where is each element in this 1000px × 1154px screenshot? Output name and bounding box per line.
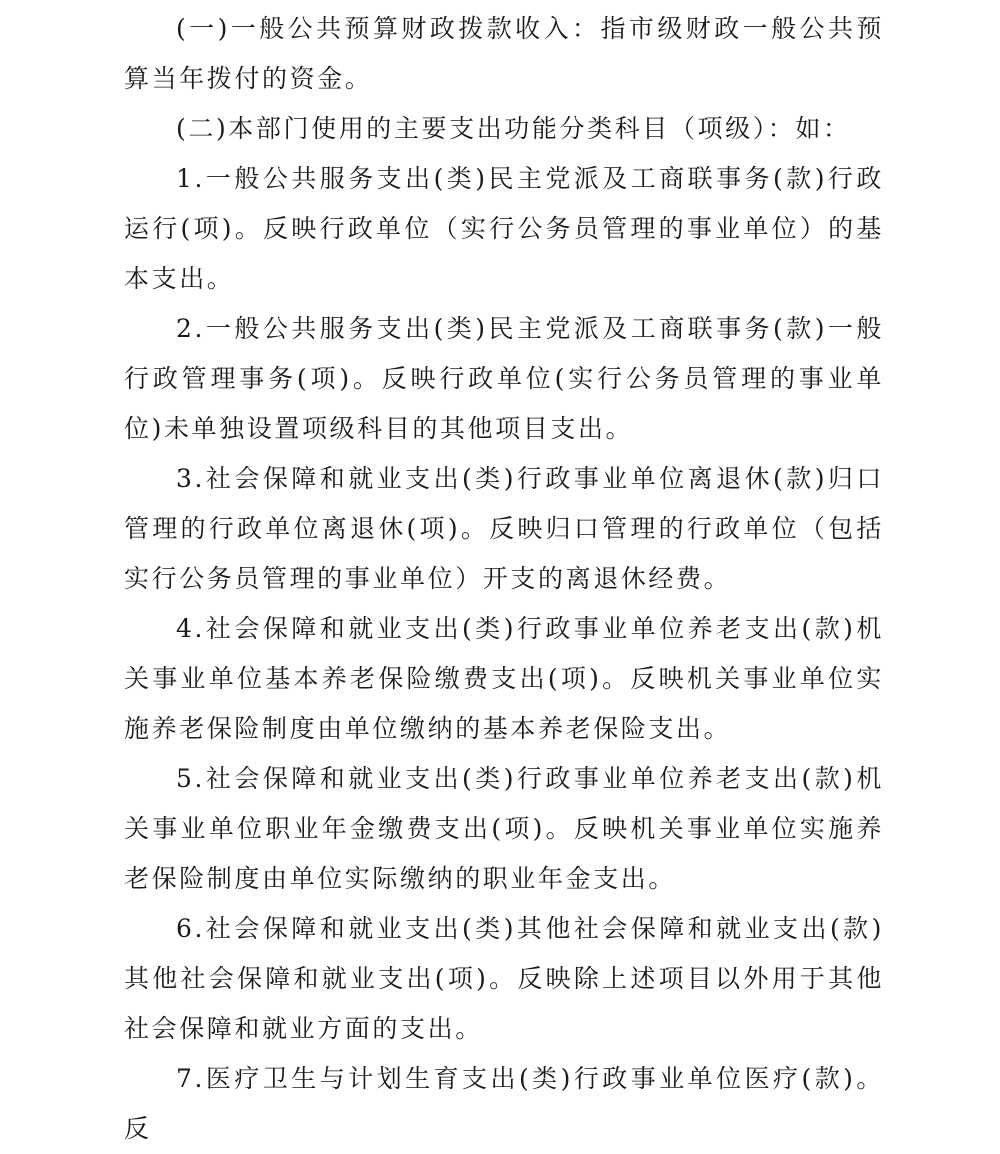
paragraph-item-1: 1.一般公共服务支出(类)民主党派及工商联事务(款)行政运行(项)。反映行政单位（实行公务员管理的事业单位）的基本支出。 xyxy=(124,164,884,293)
paragraph-item-7: 7.医疗卫生与计划生育支出(类)行政事业单位医疗(款)。反 xyxy=(124,1064,884,1143)
paragraph-expenditure-heading: (二)本部门使用的主要支出功能分类科目（项级）：如： xyxy=(176,114,851,143)
paragraph-item-5: 5.社会保障和就业支出(类)行政事业单位养老支出(款)机关事业单位职业年金缴费支出(项)。反映机关事业单位实施养老保险制度由单位实际缴纳的职业年金支出。 xyxy=(124,764,884,893)
paragraph-item-4: 4.社会保障和就业支出(类)行政事业单位养老支出(款)机关事业单位基本养老保险缴费支出(项)。反映机关事业单位实施养老保险制度由单位缴纳的基本养老保险支出。 xyxy=(124,614,884,743)
paragraph-item-6: 6.社会保障和就业支出(类)其他社会保障和就业支出(款)其他社会保障和就业支出(项)。反映除上述项目以外用于其他社会保障和就业方面的支出。 xyxy=(124,914,884,1043)
paragraph-item-3: 3.社会保障和就业支出(类)行政事业单位离退休(款)归口管理的行政单位离退休(项)。反映归口管理的行政单位（包括实行公务员管理的事业单位）开支的离退休经费。 xyxy=(124,464,884,593)
paragraph-item-2: 2.一般公共服务支出(类)民主党派及工商联事务(款)一般行政管理事务(项)。反映行政单位(实行公务员管理的事业单位)未单独设置项级科目的其他项目支出。 xyxy=(124,314,884,443)
paragraph-income-definition: (一)一般公共预算财政拨款收入：指市级财政一般公共预算当年拨付的资金。 xyxy=(124,14,884,93)
document-body xyxy=(124,4,884,1154)
